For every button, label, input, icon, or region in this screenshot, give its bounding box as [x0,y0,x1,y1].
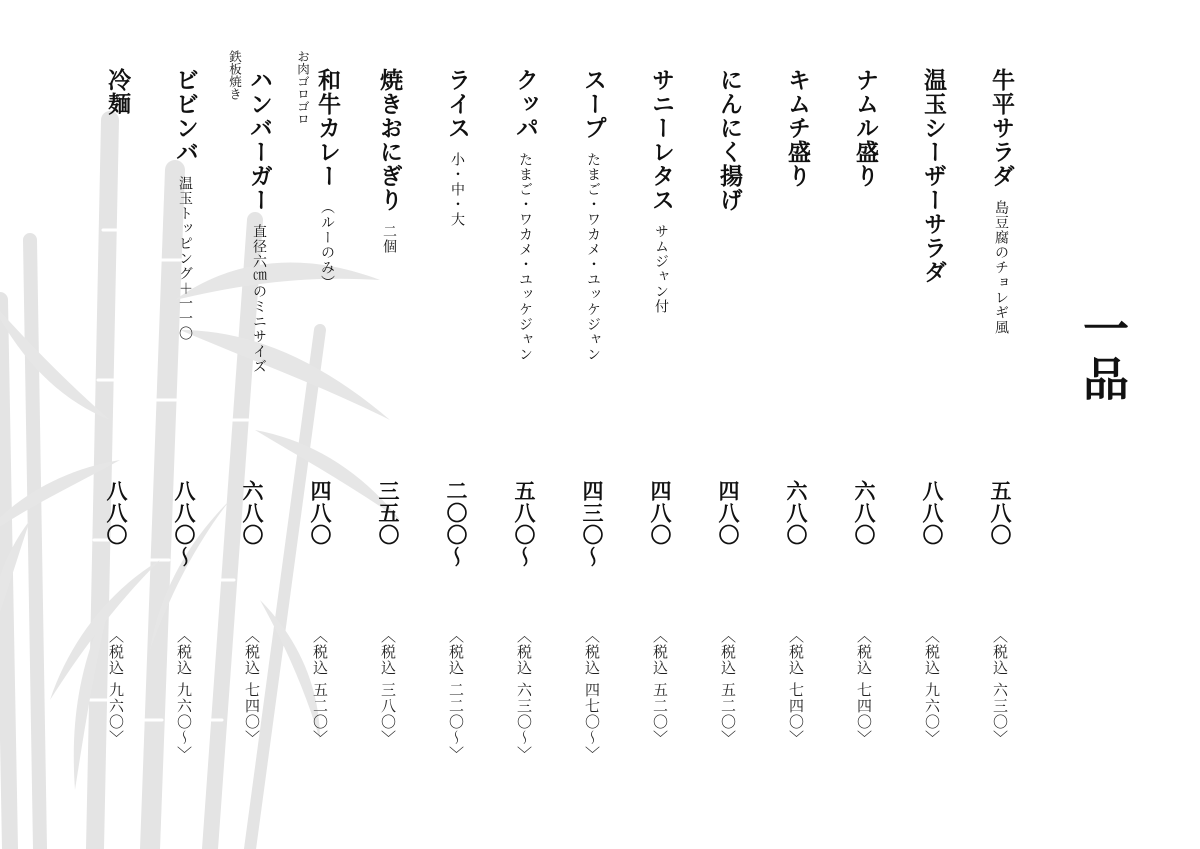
menu-item-name: 牛平サラダ [988,68,1015,188]
menu-item-note: 小・中・大 [449,152,465,227]
menu-item [295,0,370,849]
menu-item [650,0,710,849]
menu-item [990,0,1050,849]
menu-item [786,0,846,849]
menu-item-price: 六八〇 [852,480,877,546]
menu-item-note: たまご・ワカメ・ユッケジャン [585,152,601,362]
menu-item-name: サニーレタス [648,68,675,212]
menu-item-ruby: お肉ゴロゴロ [295,50,311,125]
menu-item-name: 焼きおにぎり [376,68,403,212]
menu-item-price: 四八〇 [716,480,741,546]
menu-item-tax: 〈税込 九六〇〉 [107,628,125,746]
section-title: 一品 [1076,305,1130,405]
menu-item-tax: 〈税込 六三〇〉 [991,628,1009,746]
menu-item [922,0,982,849]
menu-item-name: ビビンバ [172,68,199,164]
menu-item-name: 温玉シーザーサラダ [920,68,947,284]
menu-item-price: 三五〇 [376,480,401,546]
menu-item-name: 冷麺 [104,68,131,116]
menu-item-name: にんにく揚げ [716,68,743,212]
menu-item-price: 四三〇〜 [580,480,605,568]
menu-item-tax: 〈税込 三八〇〉 [379,628,397,746]
menu-item-name: 和牛カレー [314,68,341,188]
menu-item-note: サムジャン付 [653,224,669,314]
menu-item-price: 四八〇 [308,480,333,546]
menu-item-note: 温玉トッピング＋一一〇 [177,176,193,341]
menu-item-name: ライス [444,68,471,140]
menu-item-note: 島豆腐のチョレギ風 [993,200,1009,335]
menu-item-tax: 〈税込 九六〇〜〉 [175,628,193,762]
menu-item-tax: 〈税込 五二〇〉 [719,628,737,746]
menu-item-name: ハンバーガー [246,68,273,212]
menu-item-note: 直径六㎝のミニサイズ [251,224,267,374]
menu-item-name: キムチ盛り [784,68,811,188]
menu-item-name: ナムル盛り [852,68,879,188]
menu-item-price: 八八〇 [920,480,945,546]
menu-item-note: たまご・ワカメ・ユッケジャン [517,152,533,362]
menu-item-tax: 〈税込 七四〇〉 [243,628,261,746]
menu-item-name: スープ [580,68,607,140]
menu-item-price: 八八〇〜 [172,480,197,568]
menu-item-tax: 〈税込 六三〇〜〉 [515,628,533,762]
menu-item-price: 六八〇 [240,480,265,546]
menu-item [227,0,302,849]
menu-item-tax: 〈税込 四七〇〜〉 [583,628,601,762]
menu-item [514,0,574,849]
menu-item [854,0,914,849]
menu-item-price: 四八〇 [648,480,673,546]
menu-item [106,0,166,849]
menu-item-ruby: 鉄板焼き [227,50,243,100]
menu-item [174,0,234,849]
menu-item-price: 二〇〇〜 [444,480,469,568]
menu-item [378,0,438,849]
menu-item [446,0,506,849]
menu-item-note: 二個 [381,224,397,254]
menu-item-tax: 〈税込 七四〇〉 [787,628,805,746]
menu-item-note: （ルーのみ） [319,200,335,290]
menu-item-price: 六八〇 [784,480,809,546]
menu-item-tax: 〈税込 五二〇〉 [651,628,669,746]
menu-item-price: 五八〇〜 [512,480,537,568]
menu-item-tax: 〈税込 七四〇〉 [855,628,873,746]
menu-item-name: クッパ [512,68,539,140]
menu-item [582,0,642,849]
menu-item-price: 五八〇 [988,480,1013,546]
menu-item-price: 八八〇 [104,480,129,546]
menu-item-tax: 〈税込 二二〇〜〉 [447,628,465,762]
menu-item [718,0,778,849]
menu-item-tax: 〈税込 九六〇〉 [923,628,941,746]
menu-item-tax: 〈税込 五二〇〉 [311,628,329,746]
